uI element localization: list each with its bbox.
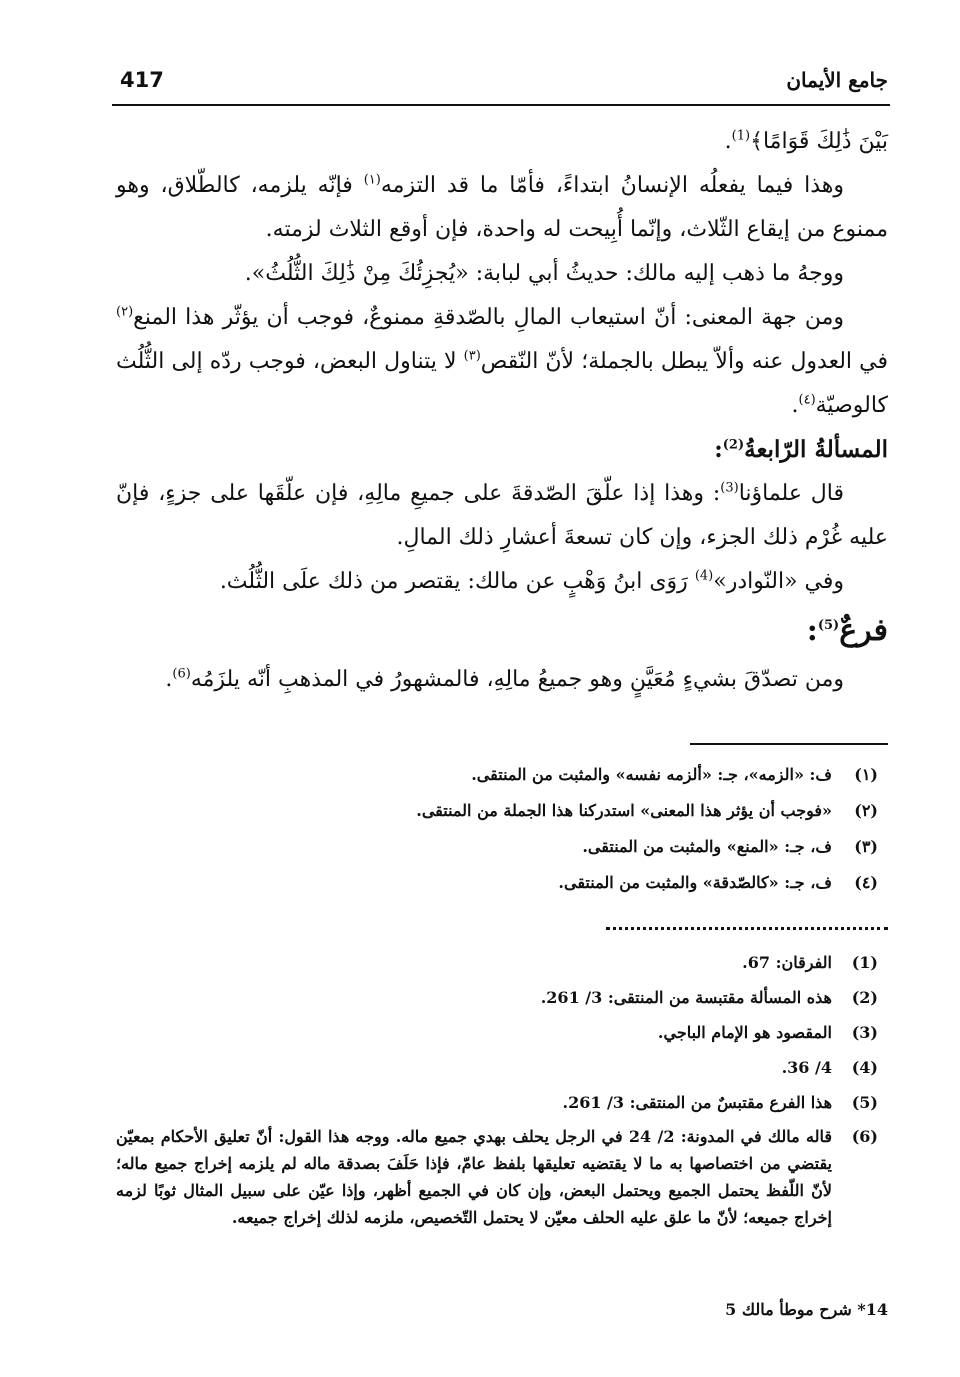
text-run: فإنّه يلزمه، كالطّلاق، وهو ممنوع من إيقاع الثّلاث، وإنّما أُبِيحت له واحدة، فإن أوقع الثلاث لزمته.	[116, 173, 888, 242]
footnote-ref: (5)	[817, 618, 840, 633]
footnote	[116, 796, 888, 832]
text-run: في العدول عنه وألاّ يبطل بالجملة؛ لأنّ النّقص	[480, 349, 888, 374]
running-title: جامع الأيمان	[786, 68, 888, 92]
paragraph	[116, 560, 888, 604]
source-footnotes	[116, 948, 888, 1231]
text-run: قال علماؤنا	[738, 481, 844, 506]
footnote-text: قاله مالك في المدونة: 2/ 24 في الرجل يحلف بهدي جميع ماله. ووجه هذا القول: أنّ تعليق الأحكام بمعيّن يقتضي من اختصاصها به ما لا يقتضيه تعليقها بلفظ عامّ، فإذا حَلَفَ بصدقة ماله لم يلزمه إخراج جميع ماله؛ لأنّ اللّفظ يحتمل الجميع ويحتمل البعض، وإن كان في الجميع أظهر، وإذا عيّن على سبيل المثال ثوبًا لزمه إخراج جميعه؛ لأنّ ما علق عليه الحلف معيّن لا يحتمل التّخصيص، ملزمه لذلك إخراج جميعه.	[116, 1127, 832, 1227]
footnote	[116, 1088, 888, 1123]
printer-signature: 14* شرح موطأ مالك 5	[725, 1300, 888, 1319]
footnote-number: (٣)	[854, 837, 878, 856]
footnote-number: (1)	[851, 953, 878, 972]
text-run: : وهذا إذا علّقَ الصّدقةَ على جميعِ مالِهِ، فإن علّقَها على جزءٍ، فإنّ عليه غُرْم ذلك الجزء، وإن كان تسعةَ أعشارِ ذلك المالِ.	[116, 481, 888, 550]
footnote-number: (٤)	[854, 873, 878, 892]
footnote-ref: (١)	[363, 172, 381, 188]
variant-footnotes	[116, 760, 888, 904]
page-header	[112, 62, 890, 106]
footnote-ref: (4)	[694, 568, 714, 584]
footnote-text: المقصود هو الإمام الباجي.	[657, 1023, 832, 1042]
footnote-text: هذا الفرع مقتبسٌ من المنتقى: 3/ 261.	[562, 1093, 832, 1112]
footnote	[116, 983, 888, 1018]
dotted-separator	[606, 927, 888, 930]
footnote-text: هذه المسألة مقتبسة من المنتقى: 3/ 261.	[540, 988, 832, 1007]
footnote-number: (4)	[851, 1058, 878, 1077]
quran-verse-line: بَيْنَ ذَٰلِكَ قَوَامًا﴾$^{(1)}$.	[724, 128, 888, 154]
quran-verse: بَيْنَ ذَٰلِكَ قَوَامًا﴾	[750, 129, 888, 154]
footnote	[116, 1018, 888, 1053]
footnote-ref: (3)	[720, 480, 739, 496]
footnote-number: (2)	[851, 988, 878, 1007]
footnote	[116, 1053, 888, 1088]
footnote-ref: (٢)	[116, 304, 134, 320]
footnote-text: 4/ 36.	[781, 1058, 832, 1077]
footnote	[116, 868, 888, 904]
text-run: ومن تصدّقَ بشيءٍ مُعَيَّنٍ وهو جميعُ مالِهِ، فالمشهورُ في المذهبِ أنّه يلزَمُه	[190, 667, 844, 692]
page-number: 417	[120, 68, 164, 92]
branch-text: فرعٌ	[839, 613, 888, 648]
paragraph: ومن تصدّقَ بشيءٍ مُعَيَّنٍ وهو جميعُ مالِهِ، فالمشهورُ في المذهبِ أنّه يلزَمُه$^{(6)}$.	[165, 666, 844, 692]
footnote-text: ف، جـ: «كالصّدقة» والمثبت من المنتقى.	[558, 873, 832, 892]
text-run: وفي «النّوادر»	[713, 569, 844, 594]
text-run: ومن جهة المعنى: أنّ استيعاب المالِ بالصّدقةِ ممنوعٌ، فوجب أن يؤثّر هذا المنع	[133, 305, 844, 330]
footnote-ref: (٣)	[463, 348, 481, 364]
branch-heading: فرعٌ$^{(5)}$:	[806, 613, 888, 648]
paragraph	[116, 164, 888, 252]
footnote-number: (٢)	[854, 801, 878, 820]
footnote-number: (6)	[851, 1127, 878, 1146]
footnote	[116, 948, 888, 983]
footnote-number: (١)	[854, 765, 878, 784]
footnote-number: (3)	[851, 1023, 878, 1042]
footnote	[116, 1123, 888, 1231]
heading-text: المسألةُ الرّابعةُ	[744, 436, 888, 463]
text-run: لا يتناول البعض، فوجب ردّه إلى الثُّلُث كالوصيّة	[116, 349, 888, 418]
section-heading: المسألةُ الرّابعةُ$^{(2)}$:	[714, 436, 888, 463]
paragraph	[116, 252, 888, 296]
text-run: رَوَى ابنُ وَهْبٍ عن مالك: يقتصر من ذلك علَى الثُّلُث.	[219, 569, 688, 594]
footnote	[116, 832, 888, 868]
footnote-ref: (2)	[722, 437, 745, 453]
footnote-ref: (1)	[731, 128, 751, 144]
footnote-text: الفرقان: 67.	[742, 953, 832, 972]
footnote-text: ف: «الزمه»، جـ: «ألزمه نفسه» والمثبت من المنتقى.	[471, 765, 832, 784]
text-run: ووجهُ ما ذهب إليه مالك: حديثُ أبي لبابة: «يُجزِئُكَ مِنْ ذَٰلِكَ الثُّلُثُ».	[244, 261, 844, 286]
text-run: وهذا فيما يفعلُه الإنسانُ ابتداءً، فأمّا ما قد التزمه	[380, 173, 845, 198]
paragraph: ومن جهة المعنى: أنّ استيعاب المالِ بالصّدقةِ ممنوعٌ، فوجب أن يؤثّر هذا المنع$^{(٢)}$ في العدول عنه وألاّ يبطل بالجملة؛ لأنّ النّقص$^{(٣)}$ لا يتناول البعض، فوجب ردّه إلى الثُّلُث كالوصيّة$^{(٤)}$.	[116, 304, 888, 418]
footnote-ref: (٤)	[798, 392, 816, 408]
footnote-number: (5)	[851, 1093, 878, 1112]
footnote-text: ف، جـ: «المنع» والمثبت من المنتقى.	[582, 837, 832, 856]
paragraph	[116, 472, 888, 560]
footnote-text: «فوجب أن يؤثر هذا المعنى» استدركنا هذا الجملة من المنتقى.	[416, 801, 832, 820]
footnote-separator	[690, 743, 888, 745]
footnote	[116, 760, 888, 796]
footnote-ref: (6)	[172, 666, 191, 682]
main-text	[116, 120, 888, 702]
